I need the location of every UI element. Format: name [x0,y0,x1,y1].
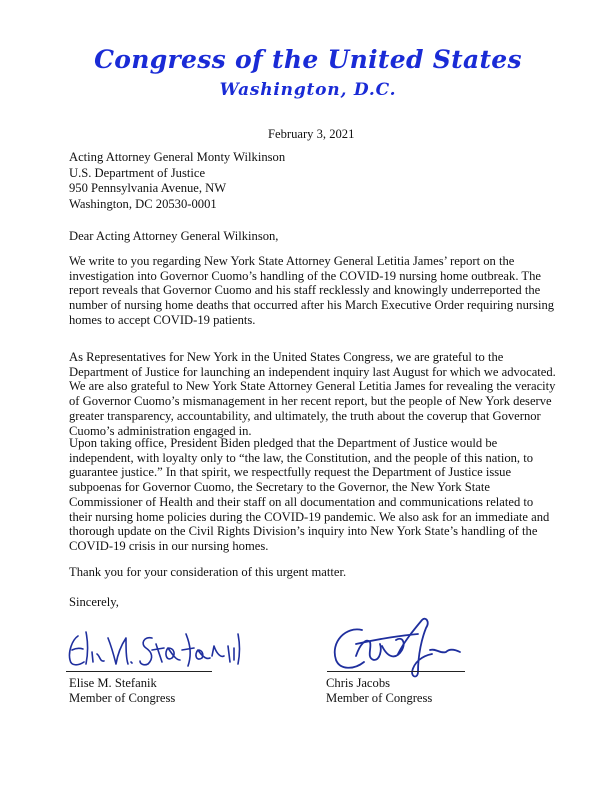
signature-line-2 [327,671,465,672]
recipient-name: Acting Attorney General Monty Wilkinson [69,150,286,164]
signer-title: Member of Congress [326,691,433,705]
stefanik-signature [64,626,254,676]
body-paragraph-1: We write to you regarding New York State Attorney General Letitia James’ report on the investigation into Governor Cuomo’s handling of the COVID-19 nursing home outbreak. The report reveals that Governor Cuomo and his staff recklessly and knowingly underreported the number of nursing home deaths that occurred after his March Executive Order requiring nursing homes to accept COVID-19 patients. [69,254,555,327]
letter-date: February 3, 2021 [268,127,355,141]
signer-title: Member of Congress [69,691,176,705]
signer-block-2 [326,676,432,706]
recipient-street: 950 Pennsylvania Avenue, NW [69,181,227,195]
recipient-city: Washington, DC 20530-0001 [69,196,217,211]
salutation: Dear Acting Attorney General Wilkinson, [69,229,279,243]
closing: Sincerely, [69,595,119,609]
body-paragraph-4: Thank you for your consideration of this urgent matter. [69,565,347,579]
body-paragraph-2: As Representatives for New York in the United States Congress, we are grateful to the Department of Justice for launching an independent inquiry last August for which we advocated. We are also grateful to New York State Attorney General Letitia James for revealing the veracity of Governor Cuomo’s mismanagement in her recent report, but the people of New York deserve greater transparency, accountability, and ultimately, the truth about the coverup that Governor Cuomo’s administration engaged in. [69,350,556,438]
recipient-address [69,150,285,212]
signer-name: Chris Jacobs [326,676,391,690]
recipient-department: U.S. Department of Justice [69,165,206,180]
letterhead-subtitle: Washington, D.C. [219,80,397,100]
body-paragraph-3: Upon taking office, President Biden pledged that the Department of Justice would be independent, with loyalty only to “the law, the Constitution, and the people of this nation, to guarantee justice.” In that spirit, we respectfully request the Department of Justice issue subpoenas for Governor Cuomo, the Secretary to the Governor, the New York State Commissioner of Health and their staff on all documentation and communications related to their nursing home policies during the COVID-19 pandemic. We also ask for an immediate and thorough update on the Civil Rights Division’s inquiry into New York State’s handling of the COVID-19 crisis in our nursing homes. [69,436,550,553]
letterhead-title: Congress of the United States [94,45,522,74]
signer-block-1 [69,676,175,706]
signer-name: Elise M. Stefanik [69,676,157,690]
signature-line-1 [66,671,212,672]
